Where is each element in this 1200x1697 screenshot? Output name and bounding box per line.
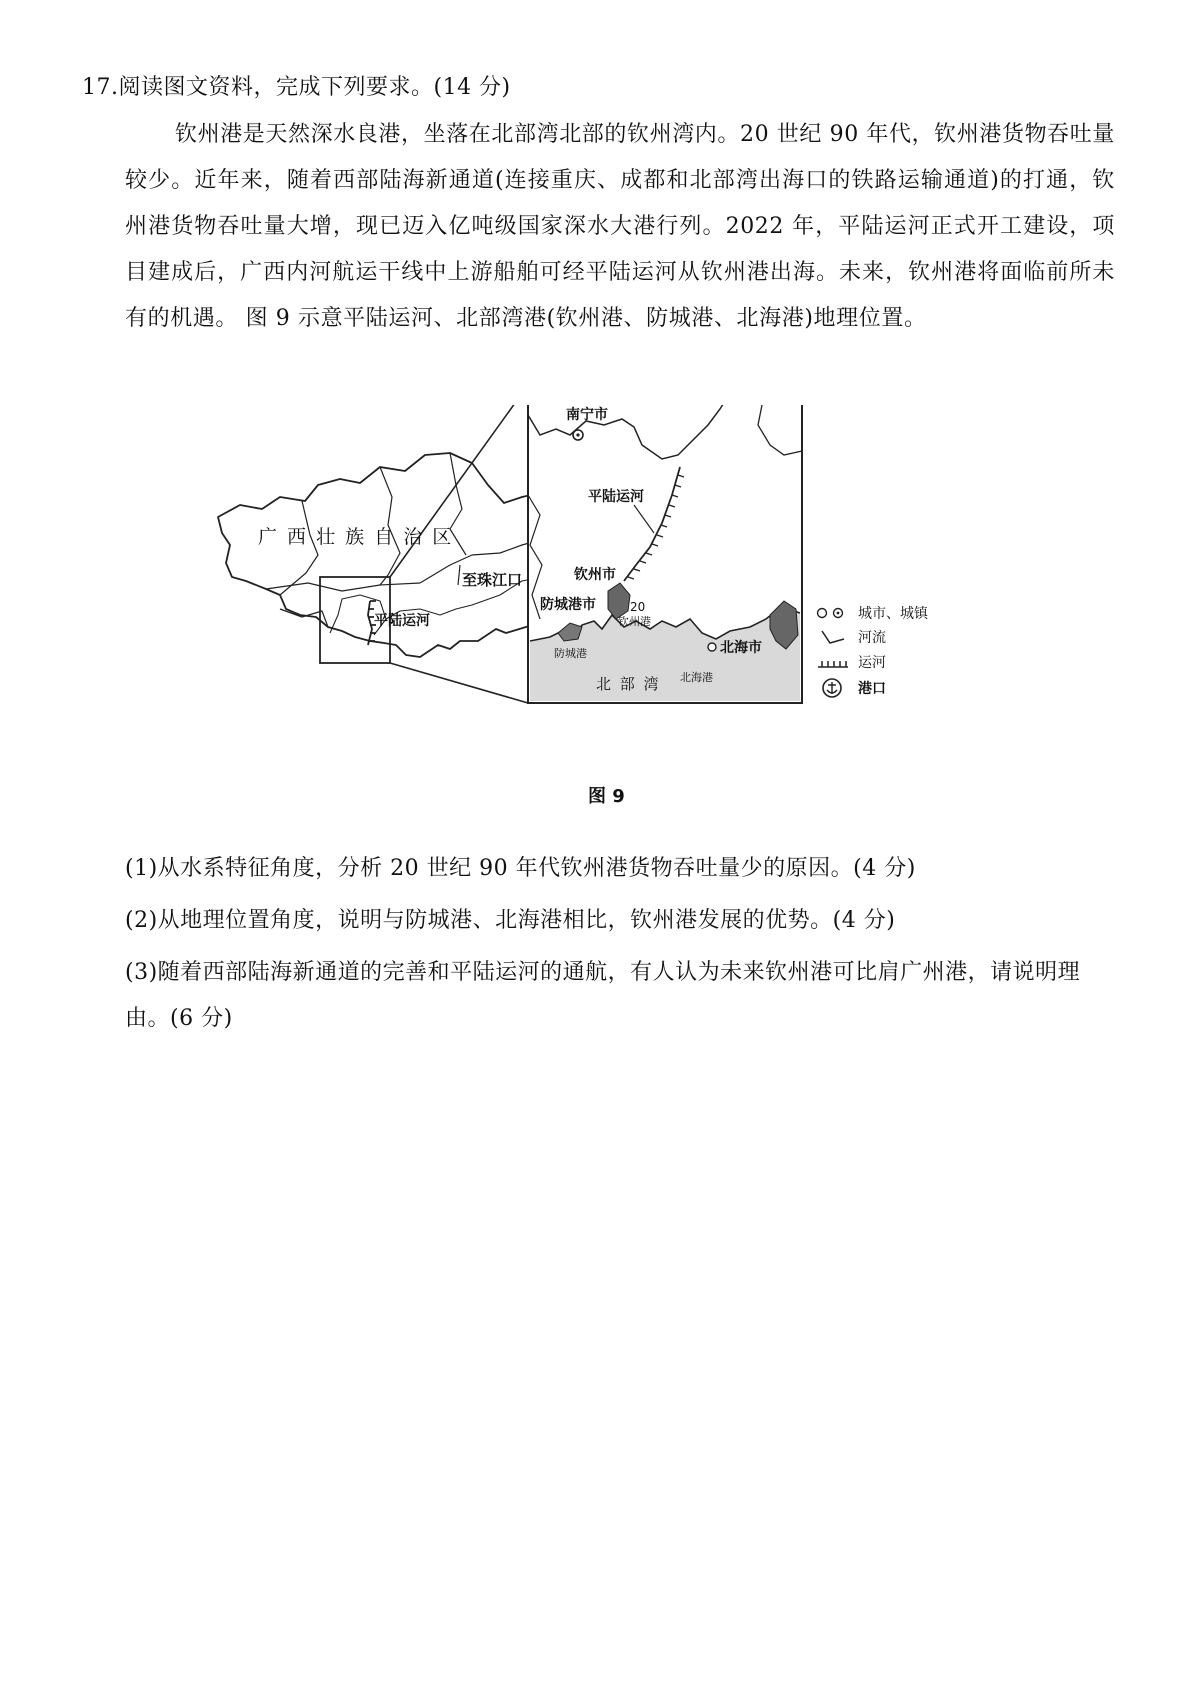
- nanning-city-dot: [576, 433, 579, 436]
- legend-city-label: 城市、城镇: [858, 606, 928, 622]
- overview-canal-label: 平陆运河: [374, 613, 430, 629]
- nanning-label: 南宁市: [566, 407, 608, 423]
- sub-question-2: (2)从地理位置角度，说明与防城港、北海港相比，钦州港发展的优势。(4 分): [125, 908, 896, 933]
- fangcheng-port-label: 防城港: [554, 647, 587, 660]
- figure-9: [210, 405, 1050, 825]
- legend-river-label: 河流: [858, 630, 886, 646]
- zoom-line-bottom: [390, 663, 528, 703]
- legend-anchor-icon: [823, 679, 841, 697]
- beihai-city-label: 北海市: [720, 640, 762, 656]
- legend-port-label: 港口: [858, 681, 886, 697]
- map-legend: [818, 605, 929, 697]
- number-label: 20: [630, 600, 646, 614]
- sub-question-3: (3)随着西部陆海新通道的完善和平陆运河的通航，有人认为未来钦州港可比肩广州港，请说明理由。(6 分): [125, 960, 1081, 1031]
- qinzhou-port-label: 钦州港: [618, 615, 651, 628]
- figure-map: [210, 405, 1050, 825]
- inset-map: [528, 405, 802, 703]
- zoom-line-top: [390, 405, 528, 577]
- pearl-river-label: 至珠江口: [462, 571, 523, 589]
- beihai-port-label: 北海港: [680, 671, 713, 684]
- pearl-river-pointer: [458, 565, 460, 585]
- gulf-label: 北 部 湾: [596, 675, 661, 693]
- qinzhou-city-label: 钦州市: [574, 567, 616, 583]
- inset-canal-label: 平陆运河: [588, 489, 644, 505]
- legend-canal-label: 运河: [858, 655, 886, 671]
- figure-caption: 图 9: [588, 786, 625, 807]
- question-title: 17.阅读图文资料，完成下列要求。(14 分): [82, 75, 511, 100]
- beihai-city-icon: [708, 643, 716, 651]
- legend-town-dot: [837, 612, 840, 615]
- fangchenggang-city-label: 防城港市: [540, 597, 596, 613]
- legend-canal-icon: [818, 661, 848, 667]
- legend-city-icon: [818, 609, 827, 618]
- region-label: 广 西 壮 族 自 治 区: [258, 526, 454, 548]
- sub-question-1: (1)从水系特征角度，分析 20 世纪 90 年代钦州港货物吞吐量少的原因。(4 分): [125, 856, 916, 881]
- legend-river-icon: [822, 631, 844, 643]
- question-paragraph: 钦州港是天然深水良港，坐落在北部湾北部的钦州湾内。20 世纪 90 年代，钦州港货物吞吐量较少。近年来，随着西部陆海新通道(连接重庆、成都和北部湾出海口的铁路运输通道)的打通，钦州港货物吞吐量大增，现已迈入亿吨级国家深水大港行列。2022 年，平陆运河正式开工建设，项目建成后，广西内河航运干线中上游船舶可经平陆运河从钦州港出海。未来，钦州港将面临前所未有的机遇。 图 9 示意平陆运河、北部湾港(钦州港、防城港、北海港)地理位置。: [125, 122, 1115, 331]
